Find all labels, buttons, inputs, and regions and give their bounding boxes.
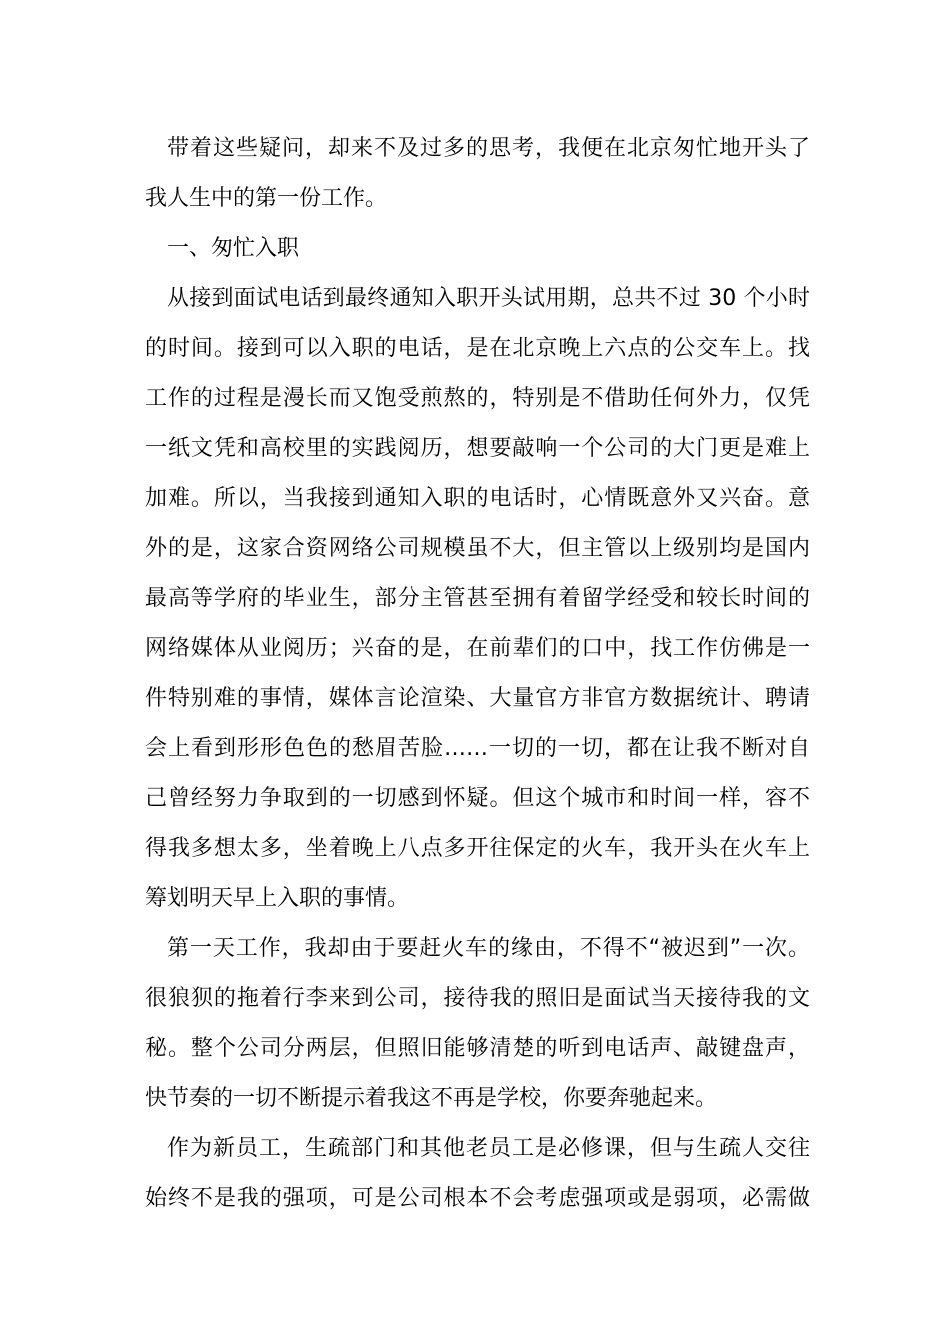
text-line: 件特别难的事情，媒体言论渲染、大量官方非官方数据统计、聘请 [145,686,810,711]
text-line: 筹划明天早上入职的事情。 [145,886,410,911]
text-line: 作为新员工，生疏部门和其他老员工是必修课，但与生疏人交往 [167,1136,810,1161]
text-line: 己曾经努力争取到的一切感到怀疑。但这个城市和时间一样，容不 [145,786,810,811]
text-line: 很狼狈的拖着行李来到公司，接待我的照旧是面试当天接待我的文 [145,986,810,1011]
text-line: 网络媒体从业阅历；兴奋的是，在前辈们的口中，找工作仿佛是一 [145,636,810,661]
text-line: 一纸文凭和高校里的实践阅历，想要敲响一个公司的大门更是难上 [145,436,810,461]
text-line: 快节奏的一切不断提示着我这不再是学校，你要奔驰起来。 [145,1086,718,1111]
text-line: 从接到面试电话到最终通知入职开头试用期，总共不过 30 个小时 [167,286,810,311]
text-line: 工作的过程是漫长而又饱受煎熬的，特别是不借助任何外力，仅凭 [145,386,810,411]
text-line: 加难。所以，当我接到通知入职的电话时，心情既意外又兴奋。意 [145,486,810,511]
text-line: 得我多想太多，坐着晚上八点多开往保定的火车，我开头在火车上 [145,836,810,861]
text-line: 带着这些疑问，却来不及过多的思考，我便在北京匆忙地开头了 [167,136,810,161]
text-line: 我人生中的第一份工作。 [145,186,388,211]
text-line: 秘。整个公司分两层，但照旧能够清楚的听到电话声、敲键盘声， [145,1036,810,1061]
text-line: 外的是，这家合资网络公司规模虽不大，但主管以上级别均是国内 [145,536,810,561]
text-line: 一、匆忙入职 [167,236,300,261]
text-line: 第一天工作，我却由于要赶火车的缘由，不得不“被迟到”一次。 [167,936,810,961]
text-line: 始终不是我的强项，可是公司根本不会考虑强项或是弱项，必需做 [145,1186,810,1211]
text-line: 会上看到形形色色的愁眉苦脸……一切的一切，都在让我不断对自 [145,736,810,761]
text-line: 最高等学府的毕业生，部分主管甚至拥有着留学经受和较长时间的 [145,586,810,611]
text-line: 的时间。接到可以入职的电话，是在北京晚上六点的公交车上。找 [145,336,810,361]
body-text [145,124,810,1224]
